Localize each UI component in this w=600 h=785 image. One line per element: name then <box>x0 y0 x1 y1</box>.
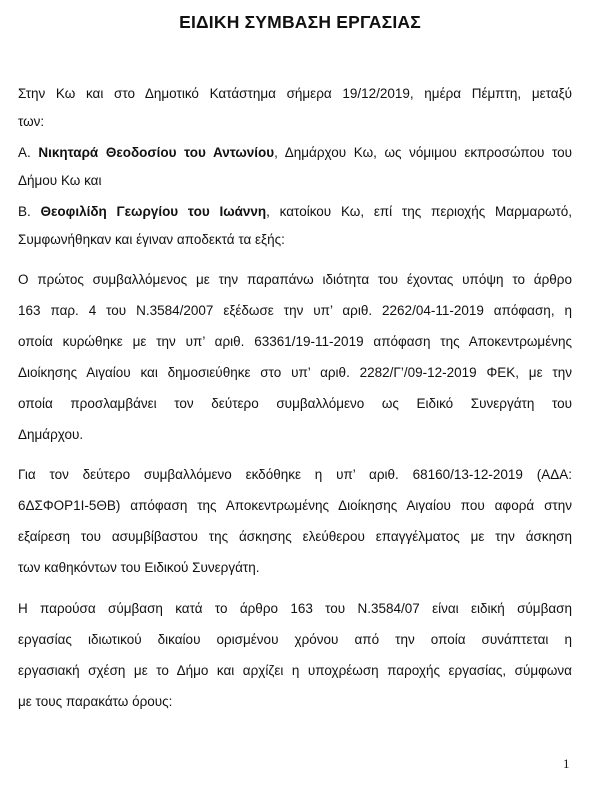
party-a-prefix: Α. <box>18 145 39 160</box>
party-b-prefix: Β. <box>18 204 41 219</box>
paragraph-3-line: εργασιακή σχέση με το Δήμο και αρχίζει η υποχρέωση παροχής εργασίας, σύμφωνα <box>18 663 572 678</box>
paragraph-2-line: των καθηκόντων του Ειδικού Συνεργάτη. <box>18 560 260 575</box>
paragraph-2-line: 6ΔΣΦΟΡ1Ι-5ΘΒ) απόφαση της Αποκεντρωμένης Διοίκησης Αιγαίου που αφορά στην <box>18 498 572 513</box>
party-a-name: Νικηταρά Θεοδοσίου του Αντωνίου <box>38 145 275 160</box>
paragraph-1-line: Ο πρώτος συμβαλλόμενος με την παραπάνω ιδιότητα του έχοντας υπόψη το άρθρο <box>18 272 572 287</box>
paragraph-1-line: οποία προσλαμβάνει τον δεύτερο συμβαλλόμενο ως Ειδικό Συνεργάτη του <box>18 396 572 411</box>
page-number: 1 <box>563 756 570 771</box>
party-b-name: Θεοφιλίδη Γεωργίου του Ιωάννη <box>40 204 267 219</box>
paragraph-1-line: οποία κυρώθηκε με την υπ’ αριθ. 63361/19-11-2019 απόφαση της Αποκεντρωμένης <box>18 334 572 349</box>
party-b-rest: , κατοίκου Κω, επί της περιοχής Μαρμαρωτό, <box>266 204 572 219</box>
party-b-line: Συμφωνήθηκαν και έγιναν αποδεκτά τα εξής: <box>18 232 285 247</box>
paragraph-2-line: Για τον δεύτερο συμβαλλόμενο εκδόθηκε η υπ’ αριθ. 68160/13-12-2019 (ΑΔΑ: <box>18 467 572 482</box>
party-b-line <box>18 203 572 221</box>
paragraph-1-line: 163 παρ. 4 του Ν.3584/2007 εξέδωσε την υπ’ αριθ. 2262/04-11-2019 απόφαση, η <box>18 303 572 318</box>
paragraph-1-line: Διοίκησης Αιγαίου και δημοσιεύθηκε στο υπ’ αριθ. 2282/Γ’/09-12-2019 ΦΕΚ, με την <box>18 365 572 380</box>
party-a-line: Δήμου Κω και <box>18 173 102 188</box>
document-title: ΕΙΔΙΚΗ ΣΥΜΒΑΣΗ ΕΡΓΑΣΙΑΣ <box>179 12 421 32</box>
paragraph-2-line: εξαίρεση του ασυμβίβαστου της άσκησης ελεύθερου επαγγέλματος με την άσκηση <box>18 529 572 544</box>
party-a-line <box>18 144 572 162</box>
intro-line: Στην Κω και στο Δημοτικό Κατάστημα σήμερα 19/12/2019, ημέρα Πέμπτη, μεταξύ <box>18 86 572 101</box>
party-a-rest: , Δημάρχου Κω, ως νόμιμου εκπροσώπου του <box>274 145 572 160</box>
paragraph-1-line: Δημάρχου. <box>18 427 84 442</box>
paragraph-3-line: εργασίας ιδιωτικού δικαίου ορισμένου χρόνου από την οποία συνάπτεται η <box>18 632 572 647</box>
intro-line: των: <box>18 114 45 129</box>
paragraph-3-line: Η παρούσα σύμβαση κατά το άρθρο 163 του Ν.3584/07 είναι ειδική σύμβαση <box>18 601 572 616</box>
paragraph-3-line: με τους παρακάτω όρους: <box>18 694 173 709</box>
